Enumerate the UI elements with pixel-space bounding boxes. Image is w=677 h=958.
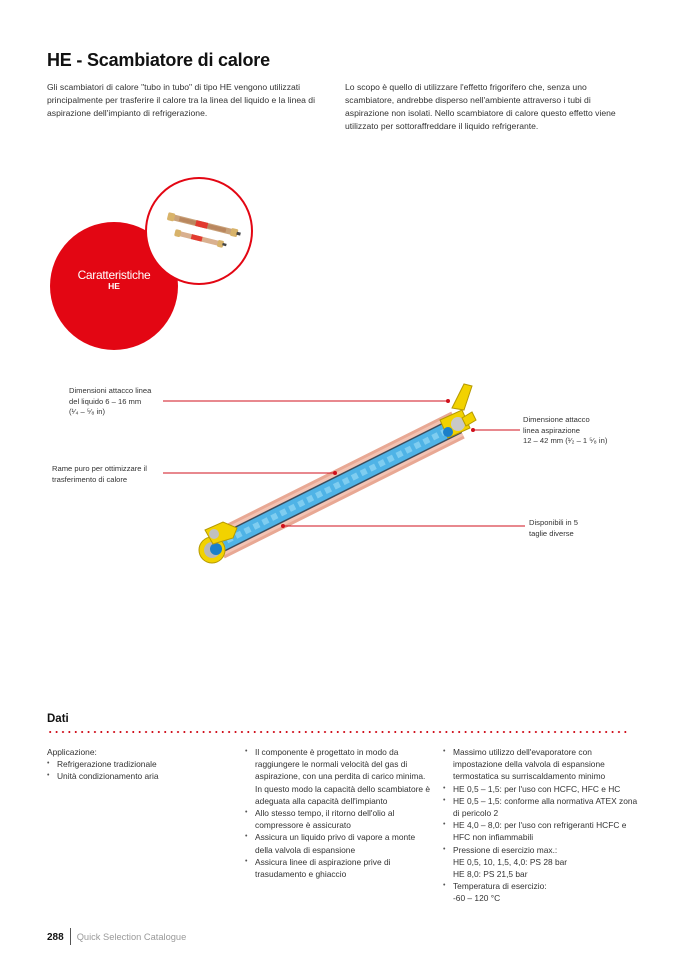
list-item: • Refrigerazione tradizionale bbox=[47, 758, 227, 770]
list-item: • HE 4,0 – 8,0: per l'uso con refrigeranti HCFC e HFC non infiammabili bbox=[443, 819, 638, 843]
list-item bbox=[443, 880, 638, 904]
callout-sizes-1: Disponibili in 5 bbox=[529, 518, 578, 527]
callout-dot-copper bbox=[333, 471, 337, 475]
callout-liquid-line-1: Dimensioni attacco linea bbox=[69, 386, 152, 395]
page-number: 288 bbox=[47, 932, 64, 943]
callout-copper bbox=[52, 464, 162, 485]
list-item: • Unità condizionamento aria bbox=[47, 770, 227, 782]
list-item-extra: HE 8,0: PS 21,5 bar bbox=[453, 869, 528, 880]
list-item: • Assicura un liquido privo di vapore a monte della valvola di espansione bbox=[245, 831, 435, 855]
data-column-specs bbox=[443, 746, 638, 905]
list-item: • Assicura linee di aspirazione prive di trasudamento e ghiaccio bbox=[245, 856, 435, 880]
application-heading: Applicazione: bbox=[47, 747, 97, 757]
callout-suction-line-1: Dimensione attacco bbox=[523, 415, 590, 424]
page-title: HE - Scambiatore di calore bbox=[47, 50, 270, 70]
list-item: • Massimo utilizzo dell'evaporatore con impostazione della valvola di espansione termostatica su surriscaldamento minimo bbox=[443, 746, 638, 783]
callout-liquid-line-3: (¹⁄₄ – ⁵⁄₈ in) bbox=[69, 407, 105, 416]
badge-line1: Caratteristiche bbox=[77, 268, 151, 282]
list-item bbox=[443, 844, 638, 881]
dotted-divider bbox=[47, 731, 630, 733]
data-section-title: Dati bbox=[47, 713, 69, 725]
callout-copper-1: Rame puro per ottimizzare il bbox=[52, 464, 147, 473]
badge-line2: HE bbox=[108, 281, 120, 291]
callout-suction-line-3: 12 – 42 mm (¹⁄₂ – 1 ⁵⁄₈ in) bbox=[523, 436, 608, 445]
footer-separator bbox=[70, 928, 71, 945]
list-item-extra: In questo modo la capacità dello scambiatore è adeguata alla capacità dell'impianto bbox=[255, 783, 431, 806]
data-column-application bbox=[47, 746, 227, 783]
page-footer bbox=[47, 928, 186, 945]
list-item-text: Temperatura di esercizio: bbox=[453, 881, 547, 892]
right-fitting bbox=[440, 384, 476, 438]
callout-suction-line-2: linea aspirazione bbox=[523, 425, 580, 435]
list-item-extra: -60 – 120 °C bbox=[453, 893, 501, 904]
callout-suction-line bbox=[523, 415, 643, 447]
callout-dot-liquid bbox=[446, 399, 450, 403]
callout-dot-sizes bbox=[281, 524, 285, 528]
list-item: • HE 0,5 – 1,5: conforme alla normativa ATEX zona di pericolo 2 bbox=[443, 795, 638, 819]
intro-paragraph-left: Gli scambiatori di calore "tubo in tubo" di tipo HE vengono utilizzati principalmente per trasferire il calore tra la linea del liquido e la linea di aspirazione dell'impianto di refrigerazione. bbox=[47, 82, 315, 118]
list-item-text: Il componente è progettato in modo da raggiungere le normali velocità del gas di aspirazione, con una perdita di carico minima. bbox=[255, 747, 426, 782]
callout-sizes bbox=[529, 518, 629, 539]
callout-liquid-line-2: del liquido 6 – 16 mm bbox=[69, 396, 142, 406]
callout-sizes-2: taglie diverse bbox=[529, 528, 574, 538]
list-item: • HE 0,5 – 1,5: per l'uso con HCFC, HFC e HC bbox=[443, 783, 638, 795]
list-item: • Allo stesso tempo, il ritorno dell'olio al compressore è assicurato bbox=[245, 807, 435, 831]
list-item bbox=[245, 746, 435, 807]
intro-paragraph-right: Lo scopo è quello di utilizzare l'effetto frigorifero che, senza uno scambiatore, andrebbe disperso nell'ambiente attraverso i tubi di aspirazione non isolati. Nello scambiatore di calore questo effetto viene utilizzato per sottoraffreddare il liquido refrigerante. bbox=[345, 82, 616, 131]
list-item-extra: HE 0,5, 10, 1,5, 4,0: PS 28 bar bbox=[453, 856, 568, 867]
list-item-text: Pressione di esercizio max.: bbox=[453, 844, 558, 855]
data-column-features bbox=[245, 746, 435, 880]
catalogue-name: Quick Selection Catalogue bbox=[76, 932, 187, 942]
callout-dot-suction bbox=[471, 428, 475, 432]
callout-liquid-line bbox=[69, 386, 169, 418]
callout-copper-2: trasferimento di calore bbox=[52, 474, 128, 484]
